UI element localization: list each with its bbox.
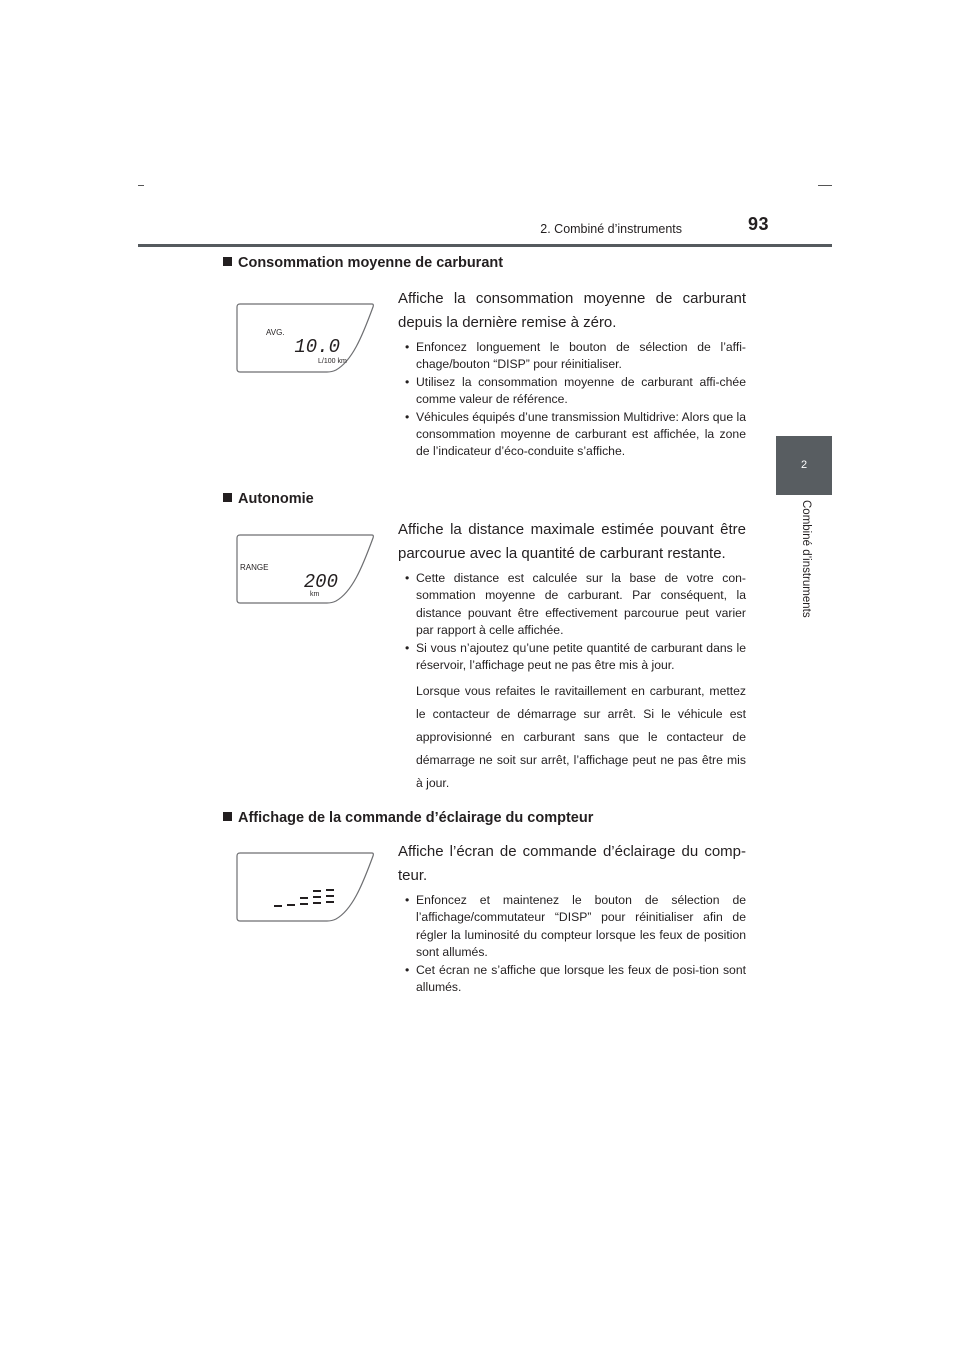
section-bullet-icon (223, 493, 232, 502)
bullet-dot: • (405, 893, 410, 907)
section-lead: Affiche la consommation moyenne de carburant depuis la dernière remise à zéro. (398, 290, 746, 331)
section-body-range (398, 518, 746, 795)
list-item-text: Si vous n’ajoutez qu’une petite quantité de carburant dans le réservoir, l’affichage peut ne pas être mis à jour. (416, 640, 746, 673)
section-title-meter-lighting (223, 810, 593, 826)
list-item-text: Utilisez la consommation moyenne de carburant affi-chée comme valeur de référence. (416, 374, 746, 407)
section-bullet-icon (223, 812, 232, 821)
section-bullet-icon (223, 257, 232, 266)
chapter-tab-label-text: Combiné d’instruments (800, 500, 812, 618)
section-lead: Affiche l’écran de commande d’éclairage du comp-teur. (398, 843, 746, 884)
avg-consumption-display (234, 303, 376, 375)
section-title-range (223, 491, 314, 507)
section-title-text: Affichage de la commande d’éclairage du compteur (238, 810, 594, 826)
display-caption: AVG. (266, 328, 285, 337)
bullet-dot: • (405, 374, 410, 389)
bullet-list (398, 339, 746, 461)
display-unit: km (310, 591, 320, 598)
display-value: 10.0 (294, 336, 340, 358)
bullet-dot: • (405, 962, 410, 977)
section-body-meter-lighting (398, 840, 746, 996)
meter-lighting-display (234, 852, 376, 924)
page-number: 93 (748, 214, 770, 234)
section-title-avg-consumption (223, 255, 503, 271)
bullet-dot: • (405, 340, 410, 354)
brightness-level-bars-icon (234, 852, 376, 924)
list-item-text: Enfoncez et maintenez le bouton de sélection de l’affichage/commutateur “DISP” pour réinitialiser afin de régler la luminosité du compteur lorsque les feux de position sont allumés. (416, 893, 746, 960)
list-item-text: Enfoncez longuement le bouton de sélection de l’affi-chage/bouton “DISP” pour réinitialiser. (416, 340, 746, 372)
list-item (398, 409, 746, 461)
crop-mark-left (138, 185, 144, 186)
list-item-text: Véhicules équipés d’une transmission Multidrive: Alors que la consommation moyenne de carburant est affichée, la zone de l’indicateur d’éco-conduite s’affiche. (416, 409, 746, 459)
list-item-text: Cette distance est calculée sur la base de votre con-sommation moyenne de carburant. Par conséquent, la distance pouvant être effectivement parcourue peut varier par rapport à celle affichée. (416, 571, 746, 638)
chapter-tab-label (800, 500, 814, 640)
bullet-dot: • (405, 571, 410, 585)
display-caption: RANGE (240, 563, 269, 572)
bullet-list (398, 570, 746, 674)
bullet-dot: • (405, 409, 410, 424)
crop-mark-right (818, 185, 832, 186)
section-title-text: Autonomie (238, 491, 314, 507)
list-item (398, 892, 746, 962)
bullet-list (398, 892, 746, 996)
list-item (398, 640, 746, 675)
header-rule (138, 244, 832, 247)
section-body-avg-consumption (398, 287, 746, 461)
chapter-tab: 2 (776, 436, 832, 495)
display-frame-icon (234, 534, 376, 606)
list-item (398, 570, 746, 640)
section-note: Lorsque vous refaites le ravitaillement en carburant, mettez le contacteur de démarrage sur arrêt. Si le véhicule est approvisionné en carburant sans que le contacteur de démarrage ne soit sur arrêt, l’affichage peut ne pas être mis à jour. (416, 684, 746, 791)
list-item-text: Cet écran ne s’affiche que lorsque les feux de posi-tion sont allumés. (416, 962, 746, 995)
section-title-text: Consommation moyenne de carburant (238, 255, 504, 271)
list-item (398, 374, 746, 409)
chapter-title: 2. Combiné d’instruments (540, 222, 682, 236)
range-display (234, 534, 376, 606)
list-item (398, 962, 746, 997)
list-item (398, 339, 746, 374)
display-unit: L/100 km (318, 358, 347, 365)
display-frame-icon (234, 303, 376, 375)
bullet-dot: • (405, 640, 410, 655)
display-value: 200 (303, 571, 338, 593)
section-lead: Affiche la distance maximale estimée pouvant être parcourue avec la quantité de carburant restante. (398, 521, 746, 562)
